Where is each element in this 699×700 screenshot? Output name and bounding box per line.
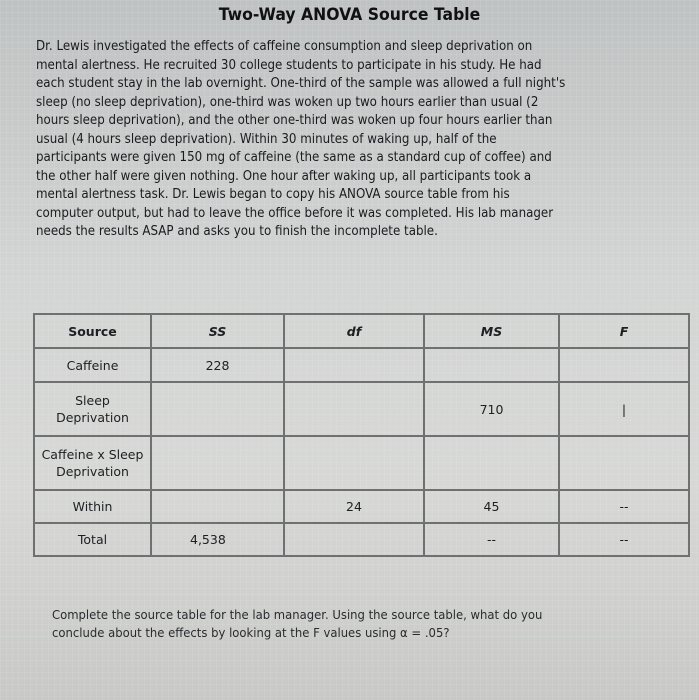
ss-cell[interactable] [151, 436, 284, 490]
passage-line: hours sleep deprivation), and the other one-third was woken up four hours earlier than [36, 113, 553, 128]
header-df: df [284, 314, 424, 348]
ms-cell[interactable]: 710 [424, 382, 559, 436]
ss-cell[interactable] [151, 490, 284, 523]
passage-line: the other half were given nothing. One hour after waking up, all participants took a [36, 168, 532, 184]
f-cell: -- [559, 490, 689, 523]
passage-line: mental alertness task. Dr. Lewis began to copy his ANOVA source table from his [36, 187, 510, 202]
header-ss: SS [151, 314, 284, 348]
passage-line: usual (4 hours sleep deprivation). Within 30 minutes of waking up, half of the [36, 131, 497, 147]
f-cell[interactable]: | [559, 382, 689, 436]
header-f: F [559, 314, 689, 348]
passage-line: sleep (no sleep deprivation), one-third was woken up two hours earlier than usual (2 [36, 94, 539, 110]
ss-cell[interactable]: 228 [151, 348, 284, 382]
instructions-note [52, 606, 672, 642]
passage-line: Dr. Lewis investigated the effects of caffeine consumption and sleep deprivation on [36, 39, 533, 54]
problem-passage [36, 38, 676, 242]
passage-line: each student stay in the lab overnight. One-third of the sample was allowed a full night's [36, 76, 566, 91]
table-row-total [34, 523, 689, 556]
df-cell[interactable]: 24 [284, 490, 424, 523]
ss-cell[interactable]: 4,538 [151, 523, 284, 556]
source-line: Caffeine x Sleep [41, 447, 144, 462]
table-row-within [34, 490, 689, 523]
df-cell[interactable] [284, 523, 424, 556]
anova-source-table [33, 313, 690, 557]
source-line: Sleep [75, 393, 110, 408]
table-row-sleep-deprivation [34, 382, 689, 436]
source-line: Deprivation [56, 410, 129, 425]
page-title: Two-Way ANOVA Source Table [218, 5, 481, 25]
f-cell: -- [559, 523, 689, 556]
source-cell: Within [34, 490, 151, 523]
ms-cell[interactable] [424, 348, 559, 382]
source-line: Deprivation [56, 464, 129, 479]
df-cell[interactable] [284, 348, 424, 382]
source-cell [34, 382, 151, 436]
ms-cell[interactable] [424, 436, 559, 490]
ms-cell: -- [424, 523, 559, 556]
source-cell [34, 436, 151, 490]
df-cell[interactable] [284, 382, 424, 436]
passage-line: needs the results ASAP and asks you to finish the incomplete table. [36, 224, 438, 239]
passage-line: computer output, but had to leave the office before it was completed. His lab manager [36, 205, 554, 221]
header-ms: MS [424, 314, 559, 348]
ss-cell[interactable] [151, 382, 284, 436]
f-cell[interactable] [559, 348, 689, 382]
table-row-interaction [34, 436, 689, 490]
header-source: Source [34, 314, 151, 348]
source-cell: Caffeine [34, 348, 151, 382]
table-row-caffeine [34, 348, 689, 382]
df-cell[interactable] [284, 436, 424, 490]
source-cell: Total [34, 523, 151, 556]
note-line: conclude about the effects by looking at the F values using α = .05? [52, 625, 450, 640]
passage-line: participants were given 150 mg of caffeine (the same as a standard cup of coffee) and [36, 150, 552, 165]
passage-line: mental alertness. He recruited 30 college students to participate in his study. He had [36, 57, 542, 73]
note-line: Complete the source table for the lab manager. Using the source table, what do you [52, 607, 543, 622]
table-header-row [34, 314, 689, 348]
f-cell[interactable] [559, 436, 689, 490]
ms-cell[interactable]: 45 [424, 490, 559, 523]
